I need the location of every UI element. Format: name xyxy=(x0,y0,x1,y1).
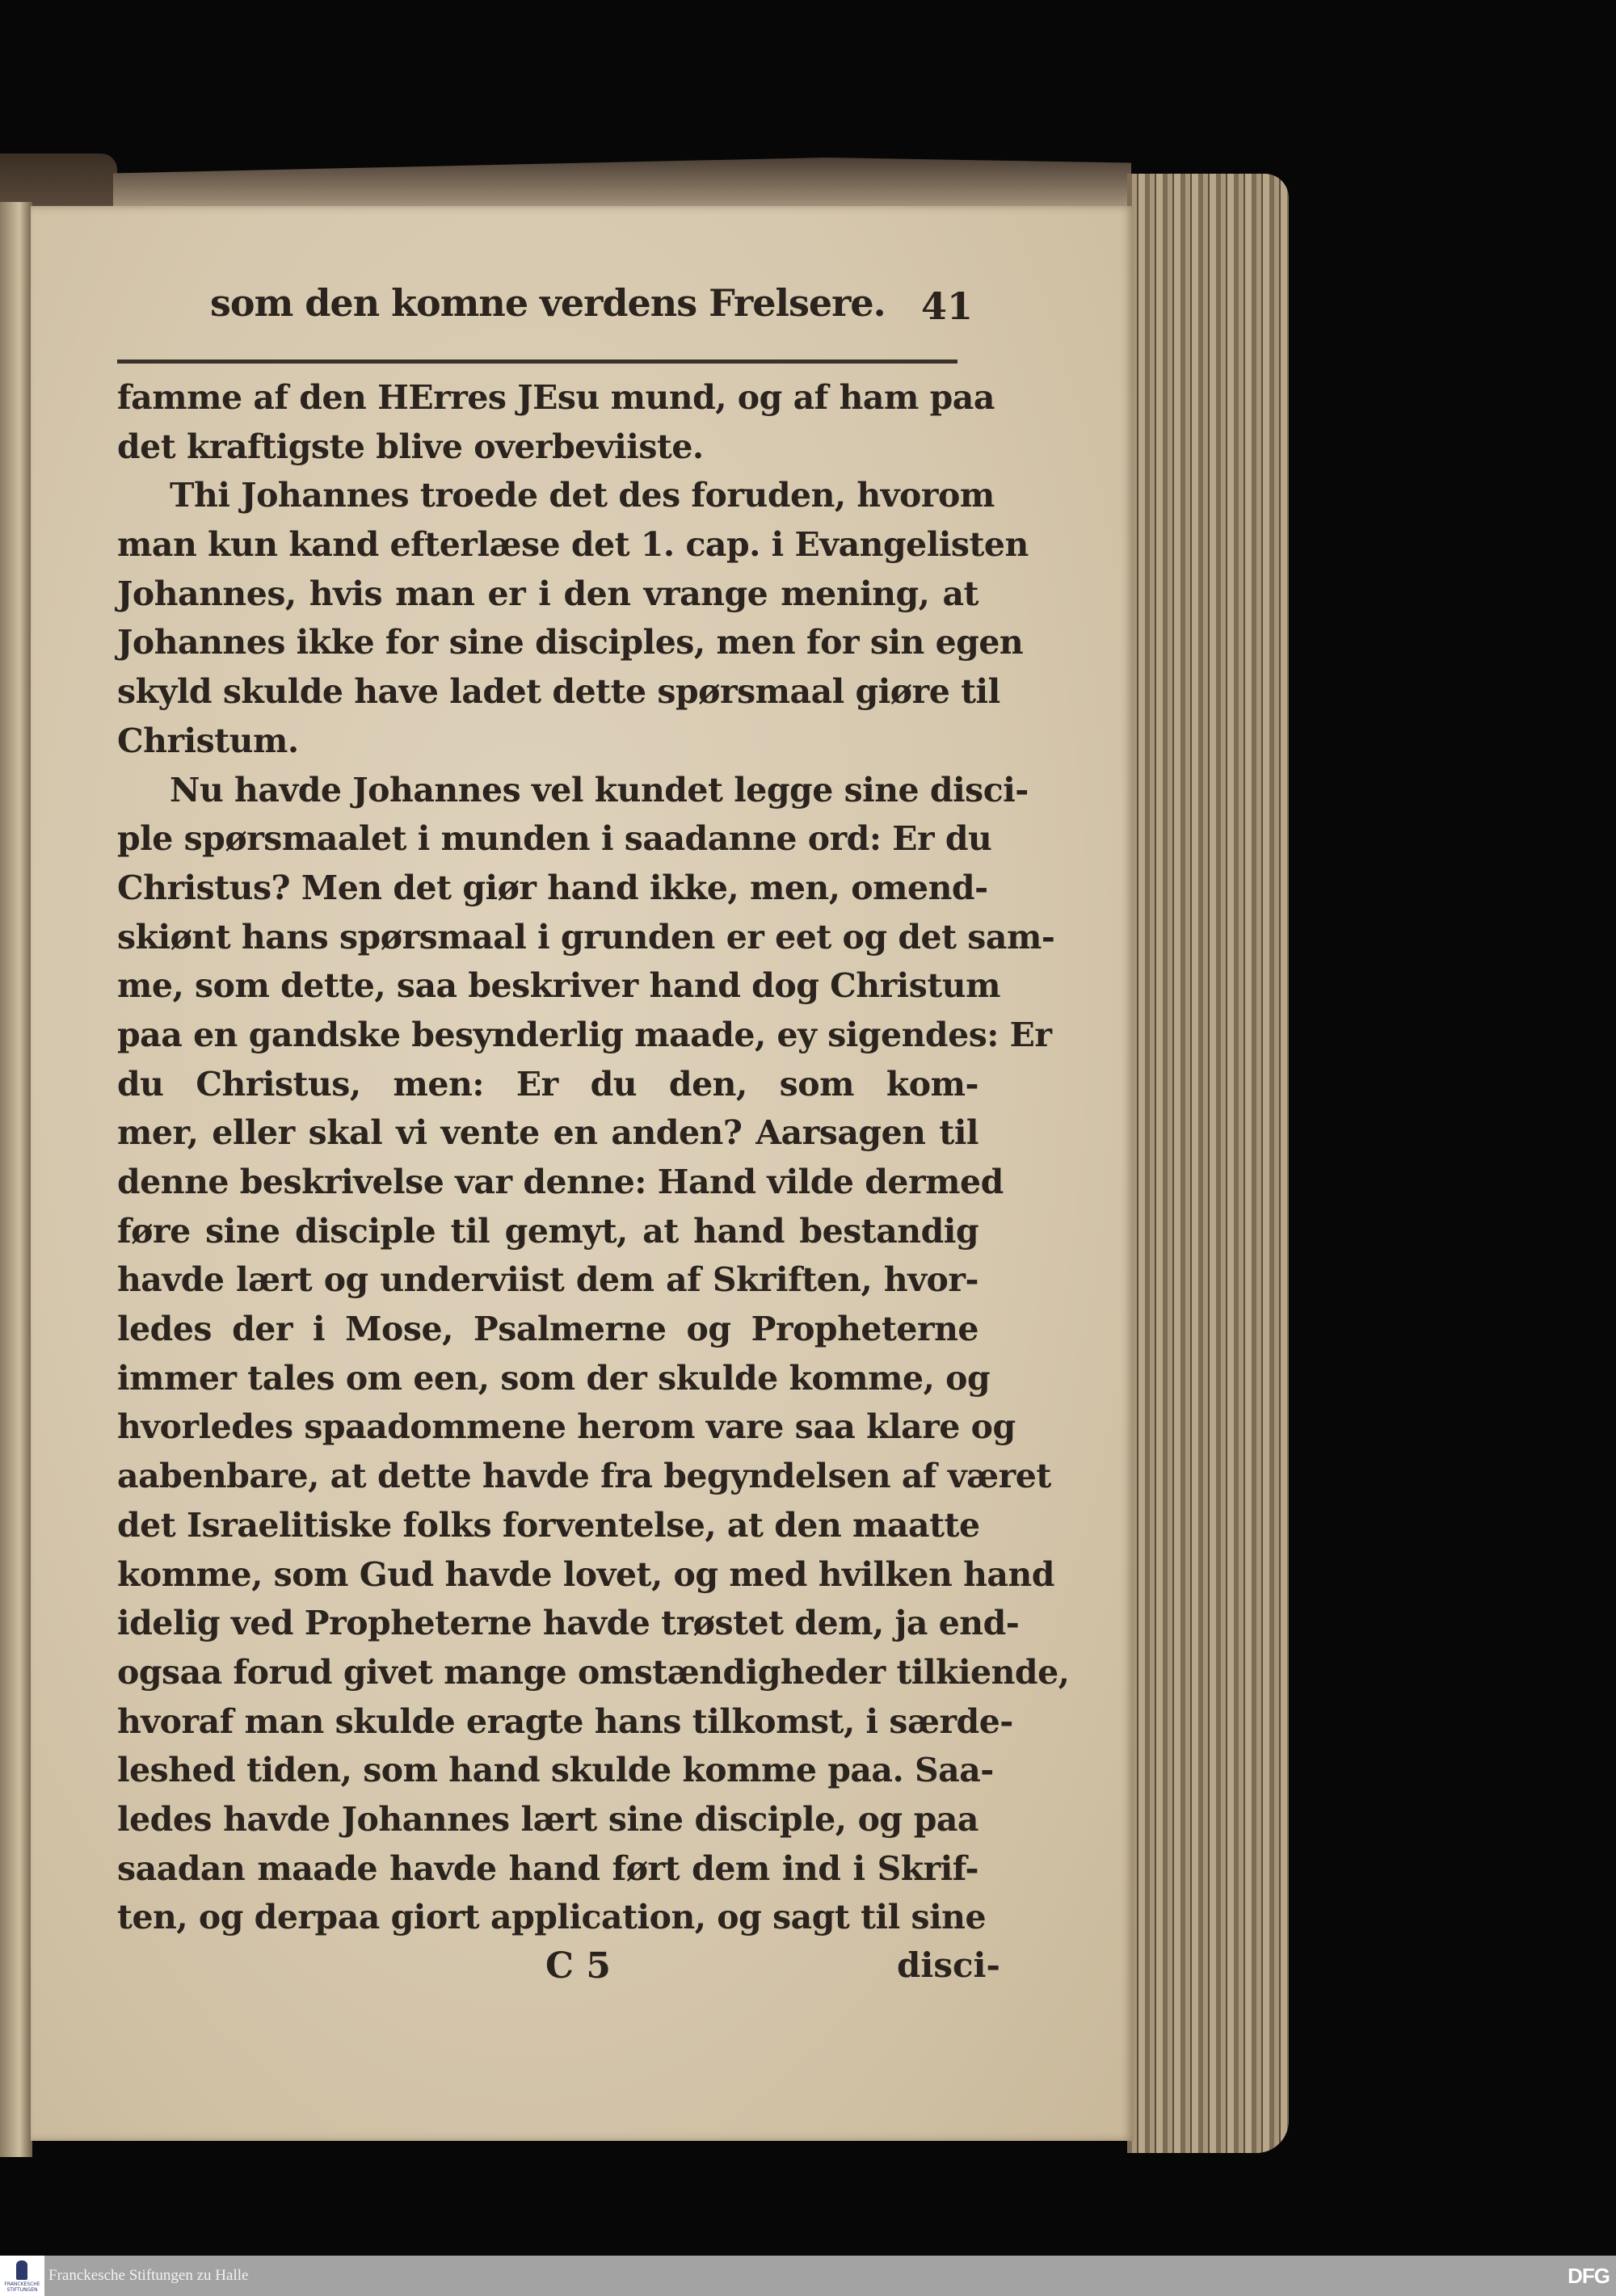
text-line: leshed tiden, som hand skulde komme paa. Saa- xyxy=(117,1751,994,1790)
text-line: hvoraf man skulde eragte hans tilkomst, i særde- xyxy=(117,1701,1013,1741)
signature-mark: C 5 xyxy=(545,1945,611,1987)
text-line: føre sine disciple til gemyt, at hand bestandig xyxy=(117,1211,978,1251)
text-line: Johannes, hvis man er i den vrange mening, at xyxy=(117,574,978,613)
text-line: aabenbare, at dette havde fra begyndelsen af været xyxy=(117,1457,1051,1496)
text-line: skiønt hans spørsmaal i grunden er eet og det sam- xyxy=(117,917,1055,957)
text-line: ledes der i Mose, Psalmerne og Propheterne xyxy=(117,1310,978,1349)
page-stack-edge xyxy=(1127,174,1289,2153)
text-line: Johannes ikke for sine disciples, men for sin egen xyxy=(117,623,1024,662)
text-line: famme af den HErres JEsu mund, og af ham paa xyxy=(117,378,995,417)
text-line: idelig ved Propheterne havde trøstet dem, ja end- xyxy=(117,1604,1020,1643)
text-line: saadan maade havde hand ført dem ind i Skrif- xyxy=(117,1848,978,1888)
text-line: denne beskrivelse var denne: Hand vilde dermed xyxy=(117,1163,1004,1201)
left-page-edge xyxy=(0,202,32,2157)
text-line: Thi Johannes troede det des foruden, hvorom xyxy=(170,476,995,515)
text-line: ten, og derpaa giort application, og sagt til sine xyxy=(117,1898,987,1937)
text-line: det kraftigste blive overbeviiste. xyxy=(117,427,704,466)
text-line: det Israelitiske folks forventelse, at den maatte xyxy=(117,1505,980,1545)
institution-logo xyxy=(0,2256,44,2296)
text-line: paa en gandske besynderlig maade, ey sigendes: Er xyxy=(117,1015,1052,1054)
book-top-edge xyxy=(113,158,1131,210)
text-line: ple spørsmaalet i munden i saadanne ord: Er du xyxy=(117,819,992,859)
catchword: disci- xyxy=(897,1945,1000,1985)
body-text xyxy=(117,373,1070,1942)
text-line: skyld skulde have ladet dette spørsmaal giøre til xyxy=(117,672,1000,712)
text-line: man kun kand efterlæse det 1. cap. i Evangelisten xyxy=(117,525,1029,565)
text-line: du Christus, men: Er du den, som kom- xyxy=(117,1064,978,1104)
page-number: 41 xyxy=(921,284,974,328)
dfg-logo: DFG xyxy=(1568,2264,1610,2288)
institution-name: Franckesche Stiftungen zu Halle xyxy=(48,2267,249,2284)
logo-caption: FRANCKESCHE STIFTUNGEN xyxy=(4,2281,40,2293)
text-line: ledes havde Johannes lært sine disciple, og paa xyxy=(117,1799,978,1839)
running-title: som den komne verdens Frelsere. xyxy=(210,281,886,325)
text-line: ogsaa forud givet mange omstændigheder tilkiende, xyxy=(117,1652,1070,1692)
footer-bar xyxy=(0,2256,1616,2296)
text-line: hvorledes spaadommene herom vare saa klare og xyxy=(117,1407,1016,1447)
header-rule xyxy=(117,360,957,364)
text-line: mer, eller skal vi vente en anden? Aarsagen til xyxy=(117,1113,978,1153)
text-line: Christum. xyxy=(117,721,299,760)
text-line: havde lært og underviist dem af Skriften, hvor- xyxy=(117,1260,978,1300)
text-line: immer tales om een, som der skulde komme, og xyxy=(117,1358,991,1398)
text-line: Nu havde Johannes vel kundet legge sine disci- xyxy=(170,770,1029,809)
text-line: komme, som Gud havde lovet, og med hvilken hand xyxy=(117,1554,1054,1594)
logo-figure-icon xyxy=(16,2260,27,2280)
text-line: me, som dette, saa beskriver hand dog Christum xyxy=(117,966,1000,1006)
text-line: Christus? Men det giør hand ikke, men, omend- xyxy=(117,868,988,907)
